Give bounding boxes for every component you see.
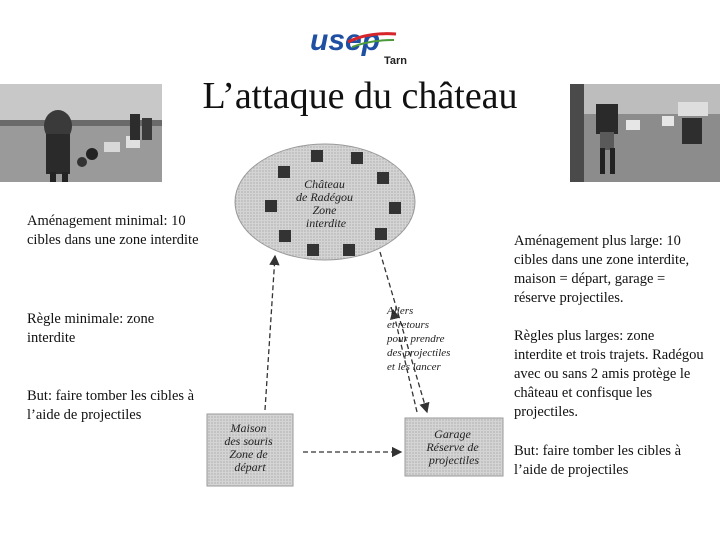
usep-tarn-logo [308, 20, 413, 70]
target-icon [351, 152, 363, 164]
goal-text-left: But: faire tomber les cibles à l’aide de projectiles [27, 388, 195, 423]
arrow-castle-to-garage [380, 252, 427, 412]
target-icon [278, 166, 290, 178]
target-icon [265, 200, 277, 212]
target-icon [307, 244, 319, 256]
arrows-label: Allers et retours pour prendre des projectiles et les lancer [387, 305, 451, 373]
goal-text-right: But: faire tomber les cibles à l’aide de projectiles [514, 443, 682, 478]
minimal-setup-text: Aménagement minimal: 10 cibles dans une zone interdite [27, 213, 199, 248]
larger-setup-text: Aménagement plus large: 10 cibles dans une zone interdite, maison = départ, garage = réserve projectiles. [514, 233, 690, 306]
target-icon [311, 150, 323, 162]
playground-photo-right [570, 84, 720, 182]
field-diagram [205, 140, 510, 490]
house-label: Maison des souris Zone de départ [224, 421, 273, 474]
castle-label: Château de Radégou Zone interdite [296, 177, 353, 230]
target-icon [279, 230, 291, 242]
arrow-house-to-castle [265, 256, 275, 410]
playground-photo-left [0, 84, 162, 182]
larger-rules-text: Règles plus larges: zone interdite et trois trajets. Radégou avec ou sans 2 amis protège le château et confisque les projectiles. [514, 328, 704, 420]
minimal-rule-text: Règle minimale: zone interdite [27, 311, 155, 346]
garage-label: Garage Réserve de projectiles [426, 427, 480, 467]
logo-region: Tarn [384, 55, 408, 67]
target-icon [343, 244, 355, 256]
target-icon [375, 228, 387, 240]
logo-word: usep [310, 24, 381, 57]
target-icon [377, 172, 389, 184]
page-title: L’attaque du château [202, 75, 518, 117]
target-icon [389, 202, 401, 214]
